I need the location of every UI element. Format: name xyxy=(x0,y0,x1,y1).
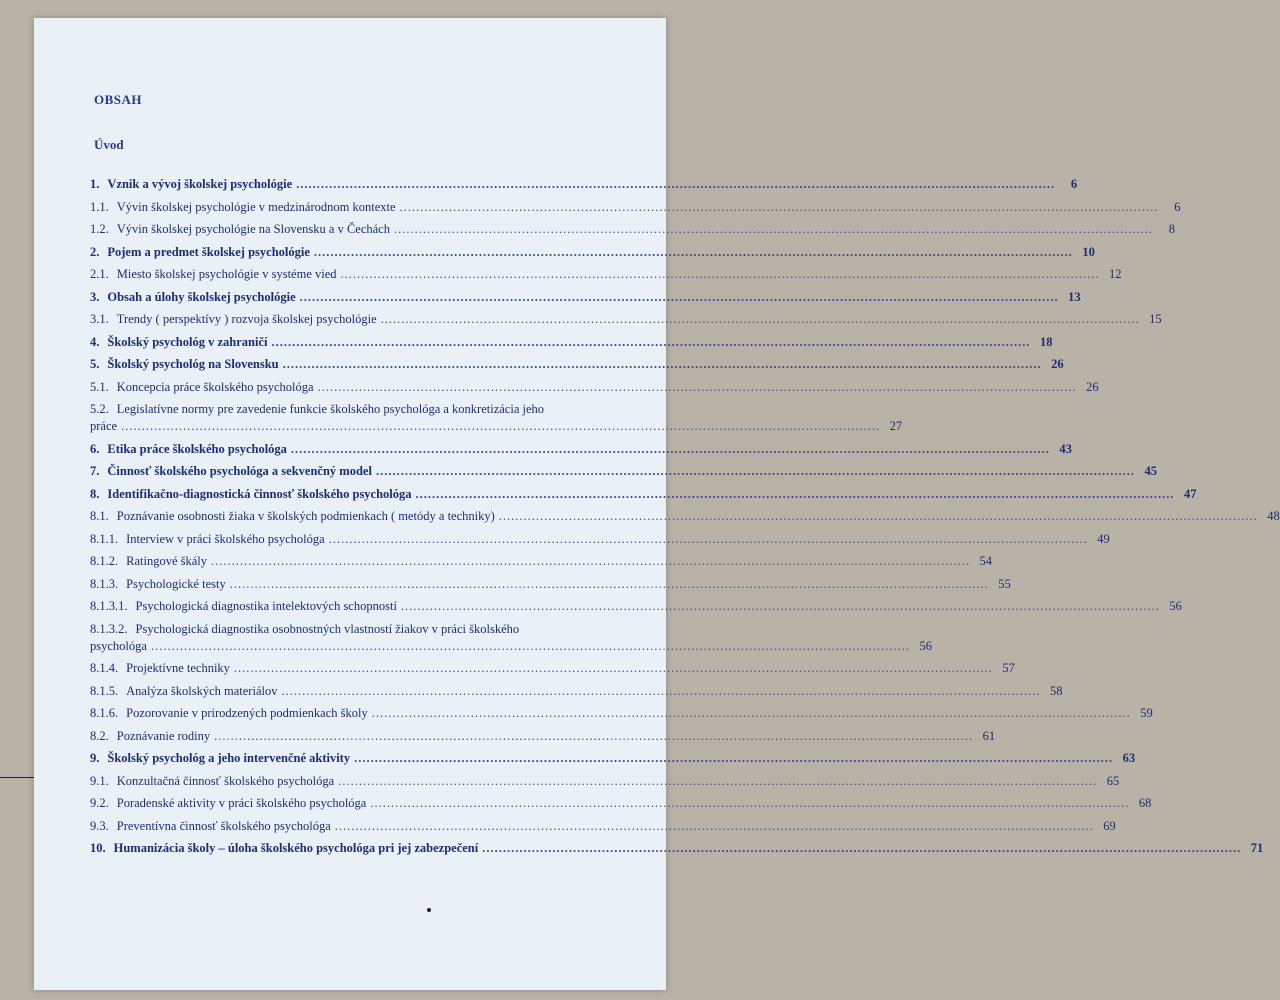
toc-entry-text: Vývin školskej psychológie na Slovensku a v Čechách xyxy=(116,222,390,236)
toc-entry xyxy=(90,244,1095,261)
toc-entry-page: 6 xyxy=(1070,177,1078,191)
toc-entry-page: 55 xyxy=(998,576,1011,591)
toc-entry xyxy=(90,840,1264,857)
toc-leader-dots xyxy=(341,266,1100,283)
toc-entry-page: 63 xyxy=(1122,751,1136,765)
toc-entry xyxy=(90,463,1157,480)
toc-leader-dots xyxy=(372,705,1131,722)
toc-leader-dots xyxy=(121,418,880,435)
toc-leader-dots xyxy=(499,508,1258,525)
toc-leader-dots xyxy=(394,221,1153,238)
toc-entry-number: 8.1.5. xyxy=(90,683,119,698)
toc-entry-page: 15 xyxy=(1149,312,1162,326)
toc-entry-number: 5.1. xyxy=(90,379,109,394)
toc-entry-number: 7. xyxy=(90,464,100,478)
toc-entry xyxy=(90,553,993,570)
toc-entry-text: Školský psychológ na Slovensku xyxy=(107,357,279,371)
toc-entry xyxy=(90,576,1011,593)
toc-entry-text: Humanizácia školy – úloha školského psychológa pri jej zabezpečení xyxy=(113,841,479,855)
toc-entry-number: 6. xyxy=(90,441,100,456)
toc-entry-page: 8 xyxy=(1168,222,1175,236)
toc-entry xyxy=(90,531,1110,548)
toc-entry-text: Preventívna činnosť školského psychológa xyxy=(116,818,331,833)
toc-entry-number: 8.1.4. xyxy=(90,661,119,675)
toc-entry xyxy=(90,379,1099,396)
toc-entry-number: 8.1.3. xyxy=(90,576,119,591)
toc-entry xyxy=(90,221,1175,238)
toc-entry-number: 8.1.3.2. xyxy=(90,621,128,636)
toc-entry-page: 10 xyxy=(1082,244,1095,259)
toc-entry-page: 59 xyxy=(1140,706,1153,720)
toc-entry-text: Psychologické testy xyxy=(126,576,226,591)
toc-entry-number: 8.2. xyxy=(90,728,109,743)
toc-entry-page: 54 xyxy=(979,554,993,568)
toc-leader-dots xyxy=(338,773,1097,790)
toc-entry-page: 56 xyxy=(1169,599,1182,613)
table-of-contents xyxy=(90,176,1280,863)
toc-entry-continuation: psychológa xyxy=(90,638,147,653)
toc-leader-dots xyxy=(234,660,993,677)
toc-entry xyxy=(90,508,1280,525)
toc-entry-page: 12 xyxy=(1109,267,1122,281)
toc-entry-page: 71 xyxy=(1250,841,1264,855)
toc-entry-page: 48 xyxy=(1267,509,1280,523)
toc-entry-text: Pojem a predmet školskej psychológie xyxy=(107,244,310,259)
toc-entry xyxy=(90,621,932,655)
toc-leader-dots xyxy=(271,334,1030,351)
toc-entry-number: 5. xyxy=(90,357,100,371)
toc-entry-continuation: práce xyxy=(90,419,118,433)
toc-entry-number: 2. xyxy=(90,244,100,259)
toc-entry xyxy=(90,728,996,745)
toc-entry-page: 26 xyxy=(1051,357,1064,371)
toc-entry-number: 1.2. xyxy=(90,222,109,236)
toc-entry-text: Koncepcia práce školského psychológa xyxy=(116,379,314,394)
toc-entry-page: 68 xyxy=(1138,796,1152,810)
toc-leader-dots xyxy=(376,463,1135,480)
toc-leader-dots xyxy=(283,356,1042,373)
toc-leader-dots xyxy=(354,750,1113,767)
toc-entry-text: Vývin školskej psychológie v medzinárodnom kontexte xyxy=(116,199,396,214)
toc-entry-text: Poradenské aktivity v práci školského psychológa xyxy=(116,796,367,810)
toc-entry-text: Obsah a úlohy školskej psychológie xyxy=(107,289,296,304)
toc-leader-dots xyxy=(416,486,1175,503)
toc-entry-page: 13 xyxy=(1068,289,1081,304)
toc-entry-page: 43 xyxy=(1059,441,1072,456)
toc-leader-dots xyxy=(296,176,1055,193)
toc-entry-number: 8. xyxy=(90,486,100,501)
toc-entry-text: Interview v práci školského psychológa xyxy=(126,531,325,546)
toc-entry-text: Konzultačná činnosť školského psychológa xyxy=(116,773,335,788)
toc-entry-number: 8.1.1. xyxy=(90,531,119,546)
toc-entry-number: 9.1. xyxy=(90,773,109,788)
toc-entry-text: Školský psychológ v zahraničí xyxy=(107,334,268,349)
toc-entry-text: Poznávanie rodiny xyxy=(116,728,211,743)
toc-leader-dots xyxy=(291,441,1050,458)
toc-entry-text: Školský psychológ a jeho intervenčné aktivity xyxy=(107,751,351,765)
toc-entry-page: 26 xyxy=(1086,379,1099,394)
toc-entry-page: 47 xyxy=(1184,486,1197,501)
toc-entry xyxy=(90,818,1116,835)
toc-entry xyxy=(90,289,1081,306)
toc-entry xyxy=(90,199,1181,216)
toc-entry-page: 27 xyxy=(889,419,903,433)
toc-entry-text: Psychologická diagnostika osobnostných vlastností žiakov v práci školského xyxy=(135,621,520,636)
toc-entry-page: 61 xyxy=(982,728,996,743)
toc-leader-dots xyxy=(300,289,1059,306)
toc-entry xyxy=(90,795,1152,812)
toc-entry-text: Ratingové škály xyxy=(126,554,208,568)
toc-entry-text: Pozorovanie v prirodzených podmienkach školy xyxy=(126,706,368,720)
ink-dot xyxy=(427,908,431,912)
toc-entry-number: 3.1. xyxy=(90,312,109,326)
toc-entry xyxy=(90,750,1136,767)
toc-leader-dots xyxy=(214,728,973,745)
toc-entry xyxy=(90,401,903,435)
toc-entry-text: Trendy ( perspektívy ) rozvoja školskej psychológie xyxy=(116,312,377,326)
toc-leader-dots xyxy=(335,818,1094,835)
toc-entry-page: 69 xyxy=(1103,818,1116,833)
toc-leader-dots xyxy=(400,199,1159,216)
toc-entry-text: Legislatívne normy pre zavedenie funkcie školského psychológa a konkretizácia jeho xyxy=(116,402,545,416)
toc-entry-number: 5.2. xyxy=(90,402,109,416)
toc-entry-text: Analýza školských materiálov xyxy=(126,683,278,698)
toc-entry-page: 56 xyxy=(919,638,932,653)
toc-leader-dots xyxy=(329,531,1088,548)
toc-entry xyxy=(90,660,1015,677)
toc-title: OBSAH xyxy=(94,92,143,107)
toc-entry-page: 57 xyxy=(1002,661,1015,675)
toc-entry-page: 65 xyxy=(1106,773,1120,788)
toc-entry-number: 1.1. xyxy=(90,199,109,214)
toc-entry-page: 49 xyxy=(1097,531,1110,546)
toc-intro: Úvod xyxy=(94,137,124,152)
toc-entry-number: 9.3. xyxy=(90,818,109,833)
toc-entry-number: 8.1.6. xyxy=(90,706,119,720)
toc-leader-dots xyxy=(211,553,970,570)
toc-entry-text: Etika práce školského psychológa xyxy=(107,441,287,456)
toc-entry-text: Miesto školskej psychológie v systéme vied xyxy=(116,267,337,281)
toc-entry-number: 8.1.2. xyxy=(90,554,119,568)
margin-rule xyxy=(0,777,34,778)
toc-entry-text: Vznik a vývoj školskej psychológie xyxy=(107,177,293,191)
toc-entry xyxy=(90,598,1182,615)
toc-leader-dots xyxy=(230,576,989,593)
toc-entry-number: 4. xyxy=(90,334,100,349)
toc-entry-number: 3. xyxy=(90,289,100,304)
toc-leader-dots xyxy=(151,638,910,655)
toc-entry xyxy=(90,683,1063,700)
toc-entry-number: 2.1. xyxy=(90,267,109,281)
toc-entry-page: 18 xyxy=(1039,334,1053,349)
toc-entry xyxy=(90,486,1197,503)
toc-leader-dots xyxy=(281,683,1040,700)
toc-entry-text: Identifikačno-diagnostická činnosť školského psychológa xyxy=(107,486,412,501)
toc-entry xyxy=(90,334,1053,351)
toc-entry xyxy=(90,176,1078,193)
toc-entry xyxy=(90,311,1162,328)
toc-entry-text: Psychologická diagnostika intelektových schopností xyxy=(135,599,397,613)
toc-entry-page: 6 xyxy=(1174,199,1181,214)
toc-entry xyxy=(90,356,1064,373)
toc-leader-dots xyxy=(318,379,1077,396)
toc-entry-number: 9. xyxy=(90,751,100,765)
toc-leader-dots xyxy=(370,795,1129,812)
toc-entry xyxy=(90,266,1122,283)
toc-leader-dots xyxy=(314,244,1073,261)
toc-entry-page: 58 xyxy=(1049,683,1063,698)
toc-entry xyxy=(90,705,1153,722)
toc-entry-page: 45 xyxy=(1144,464,1157,478)
toc-entry-text: Poznávanie osobnosti žiaka v školských podmienkach ( metódy a techniky) xyxy=(116,509,495,523)
toc-entry-text: Projektívne techniky xyxy=(126,661,230,675)
toc-entry xyxy=(90,441,1072,458)
toc-entry xyxy=(90,773,1120,790)
toc-entry-text: Činnosť školského psychológa a sekvenčný model xyxy=(107,464,372,478)
toc-entry-number: 10. xyxy=(90,841,106,855)
toc-leader-dots xyxy=(401,598,1160,615)
toc-leader-dots xyxy=(381,311,1140,328)
toc-entry-number: 9.2. xyxy=(90,796,109,810)
toc-entry-number: 1. xyxy=(90,177,100,191)
toc-leader-dots xyxy=(482,840,1241,857)
toc-entry-number: 8.1. xyxy=(90,509,109,523)
toc-entry-number: 8.1.3.1. xyxy=(90,599,128,613)
